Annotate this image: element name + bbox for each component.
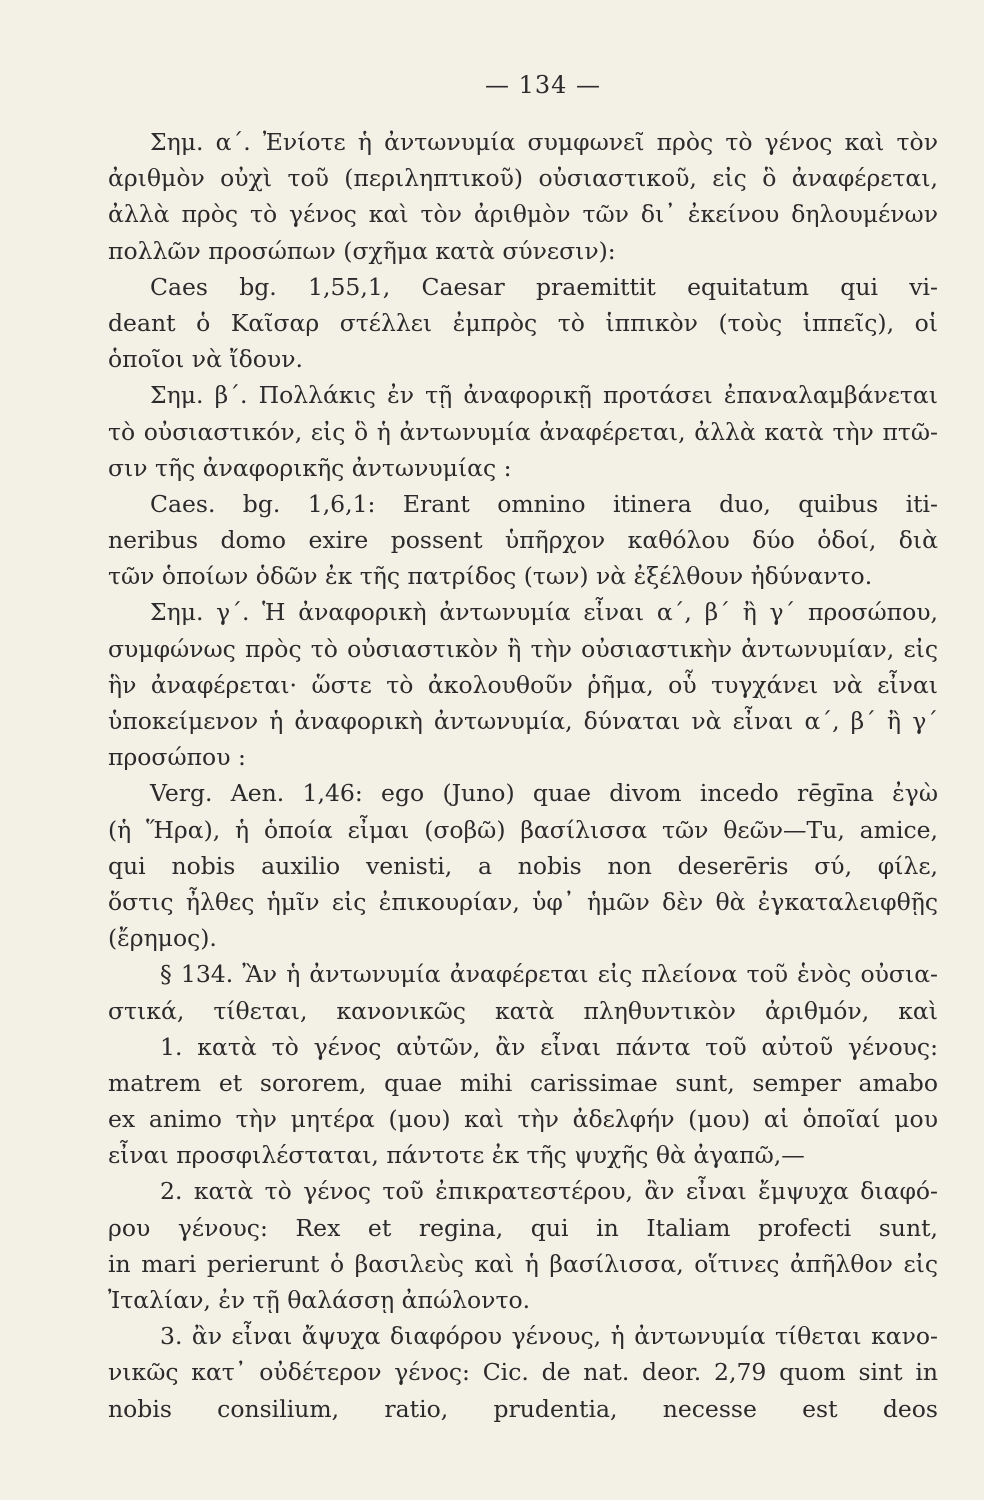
text-line: τὸ οὐσιαστικόν, εἰς ὃ ἡ ἀντωνυμία ἀναφέρεται, ἀλλὰ κατὰ τὴν πτῶ-: [108, 417, 938, 446]
text-line: 3. ἂν εἶναι ἄψυχα διαφόρου γένους, ἡ ἀντωνυμία τίθεται κανο-: [160, 1322, 938, 1351]
text-line: εἶναι προσφιλέσταται, πάντοτε ἐκ τῆς ψυχῆς θὰ ἀγαπῶ,—: [108, 1141, 805, 1170]
text-line: Σημ. γ΄. Ἡ ἀναφορικὴ ἀντωνυμία εἶναι α΄, β΄ ἢ γ΄ προσώπου,: [150, 598, 938, 627]
text-line: deant ὁ Καῖσαρ στέλλει ἐμπρὸς τὸ ἱππικὸν (τοὺς ἱππεῖς), οἱ: [108, 308, 938, 337]
text-line: Verg. Aen. 1,46: ego (Juno) quae divom incedo rēgīna ἐγὼ: [150, 779, 938, 808]
text-line: § 134. Ἂν ἡ ἀντωνυμία ἀναφέρεται εἰς πλείονα τοῦ ἑνὸς οὐσια-: [160, 960, 938, 989]
section-134-paragraph: [108, 956, 938, 1028]
page-number: — 134 —: [484, 71, 602, 99]
text-line: Ἰταλίαν, ἐν τῇ θαλάσσῃ ἀπώλοντο.: [108, 1286, 531, 1314]
text-line: τῶν ὁποίων ὁδῶν ἐκ τῆς πατρίδος (των) νὰ ἐξέλθουν ἠδύναντο.: [108, 562, 873, 591]
text-line: qui nobis auxilio venisti, a nobis non deserēris σύ, φίλε,: [108, 851, 938, 880]
text-line: νικῶς κατ᾽ οὐδέτερον γένος: Cic. de nat. deor. 2,79 quom sint in: [108, 1358, 938, 1387]
note-gamma-paragraph: [108, 594, 938, 956]
note-beta-paragraph: [108, 377, 938, 594]
text-line: (ἔρημος).: [108, 924, 217, 953]
text-line: (ἡ Ἥρα), ἡ ὁποία εἶμαι (σοβῶ) βασίλισσα τῶν θεῶν—Tu, amice,: [108, 815, 938, 844]
rule-3-paragraph: [108, 1318, 938, 1427]
text-line: ἣν ἀναφέρεται· ὥστε τὸ ἀκολουθοῦν ῥῆμα, οὗ τυγχάνει νὰ εἶναι: [108, 670, 938, 699]
text-line: ex animo τὴν μητέρα (μου) καὶ τὴν ἀδελφήν (μου) αἱ ὁποῖαί μου: [108, 1105, 938, 1134]
text-line: neribus domo exire possent ὑπῆρχον καθόλου δύο ὁδοί, διὰ: [108, 526, 938, 555]
text-line: στικά, τίθεται, κανονικῶς κατὰ πληθυντικὸν ἀριθμόν, καὶ: [108, 996, 938, 1025]
note-alpha-paragraph: [108, 124, 938, 377]
text-line: προσώπου :: [108, 743, 246, 772]
text-line: ὑποκείμενον ἡ ἀναφορικὴ ἀντωνυμία, δύναται νὰ εἶναι α΄, β΄ ἢ γ΄: [108, 707, 938, 735]
text-line: ὁποῖοι νὰ ἴδουν.: [108, 345, 303, 374]
text-line: ἀριθμὸν οὐχὶ τοῦ (περιληπτικοῦ) οὐσιαστικοῦ, εἰς ὃ ἀναφέρεται,: [108, 164, 938, 193]
rule-1-paragraph: [108, 1029, 938, 1174]
text-line: πολλῶν προσώπων (σχῆμα κατὰ σύνεσιν):: [108, 236, 616, 265]
text-line: συμφώνως πρὸς τὸ οὐσιαστικὸν ἢ τὴν οὐσιαστικὴν ἀντωνυμίαν, εἰς: [108, 634, 938, 663]
text-line: Caes bg. 1,55,1, Caesar praemittit equitatum qui vi-: [150, 272, 938, 301]
text-line: in mari perierunt ὁ βασιλεὺς καὶ ἡ βασίλισσα, οἵτινες ἀπῆλθον εἰς: [108, 1249, 938, 1278]
text-line: Σημ. β΄. Πολλάκις ἐν τῇ ἀναφορικῇ προτάσει ἐπαναλαμβάνεται: [150, 381, 938, 410]
text-line: ὅστις ἦλθες ἡμῖν εἰς ἐπικουρίαν, ὑφ᾽ ἡμῶν δὲν θὰ ἐγκαταλειφθῇς: [108, 887, 938, 916]
rule-2-paragraph: [108, 1173, 938, 1318]
text-line: σιν τῆς ἀναφορικῆς ἀντωνυμίας :: [108, 453, 512, 482]
text-line: ἀλλὰ πρὸς τὸ γένος καὶ τὸν ἀριθμὸν τῶν δι᾽ ἐκείνου δηλουμένων: [108, 200, 938, 229]
text-line: matrem et sororem, quae mihi carissimae sunt, semper amabo: [108, 1068, 938, 1097]
text-line: ρου γένους: Rex et regina, qui in Italiam profecti sunt,: [108, 1213, 938, 1242]
text-line: 1. κατὰ τὸ γένος αὐτῶν, ἂν εἶναι πάντα τοῦ αὐτοῦ γένους:: [160, 1032, 938, 1061]
text-line: Caes. bg. 1,6,1: Erant omnino itinera duo, quibus iti-: [150, 489, 938, 518]
text-line: Σημ. α΄. Ἐνίοτε ἡ ἀντωνυμία συμφωνεῖ πρὸς τὸ γένος καὶ τὸν: [150, 128, 938, 156]
text-line: nobis consilium, ratio, prudentia, necesse est deos: [108, 1394, 938, 1423]
text-line: 2. κατὰ τὸ γένος τοῦ ἐπικρατεστέρου, ἂν εἶναι ἔμψυχα διαφό-: [160, 1177, 938, 1206]
